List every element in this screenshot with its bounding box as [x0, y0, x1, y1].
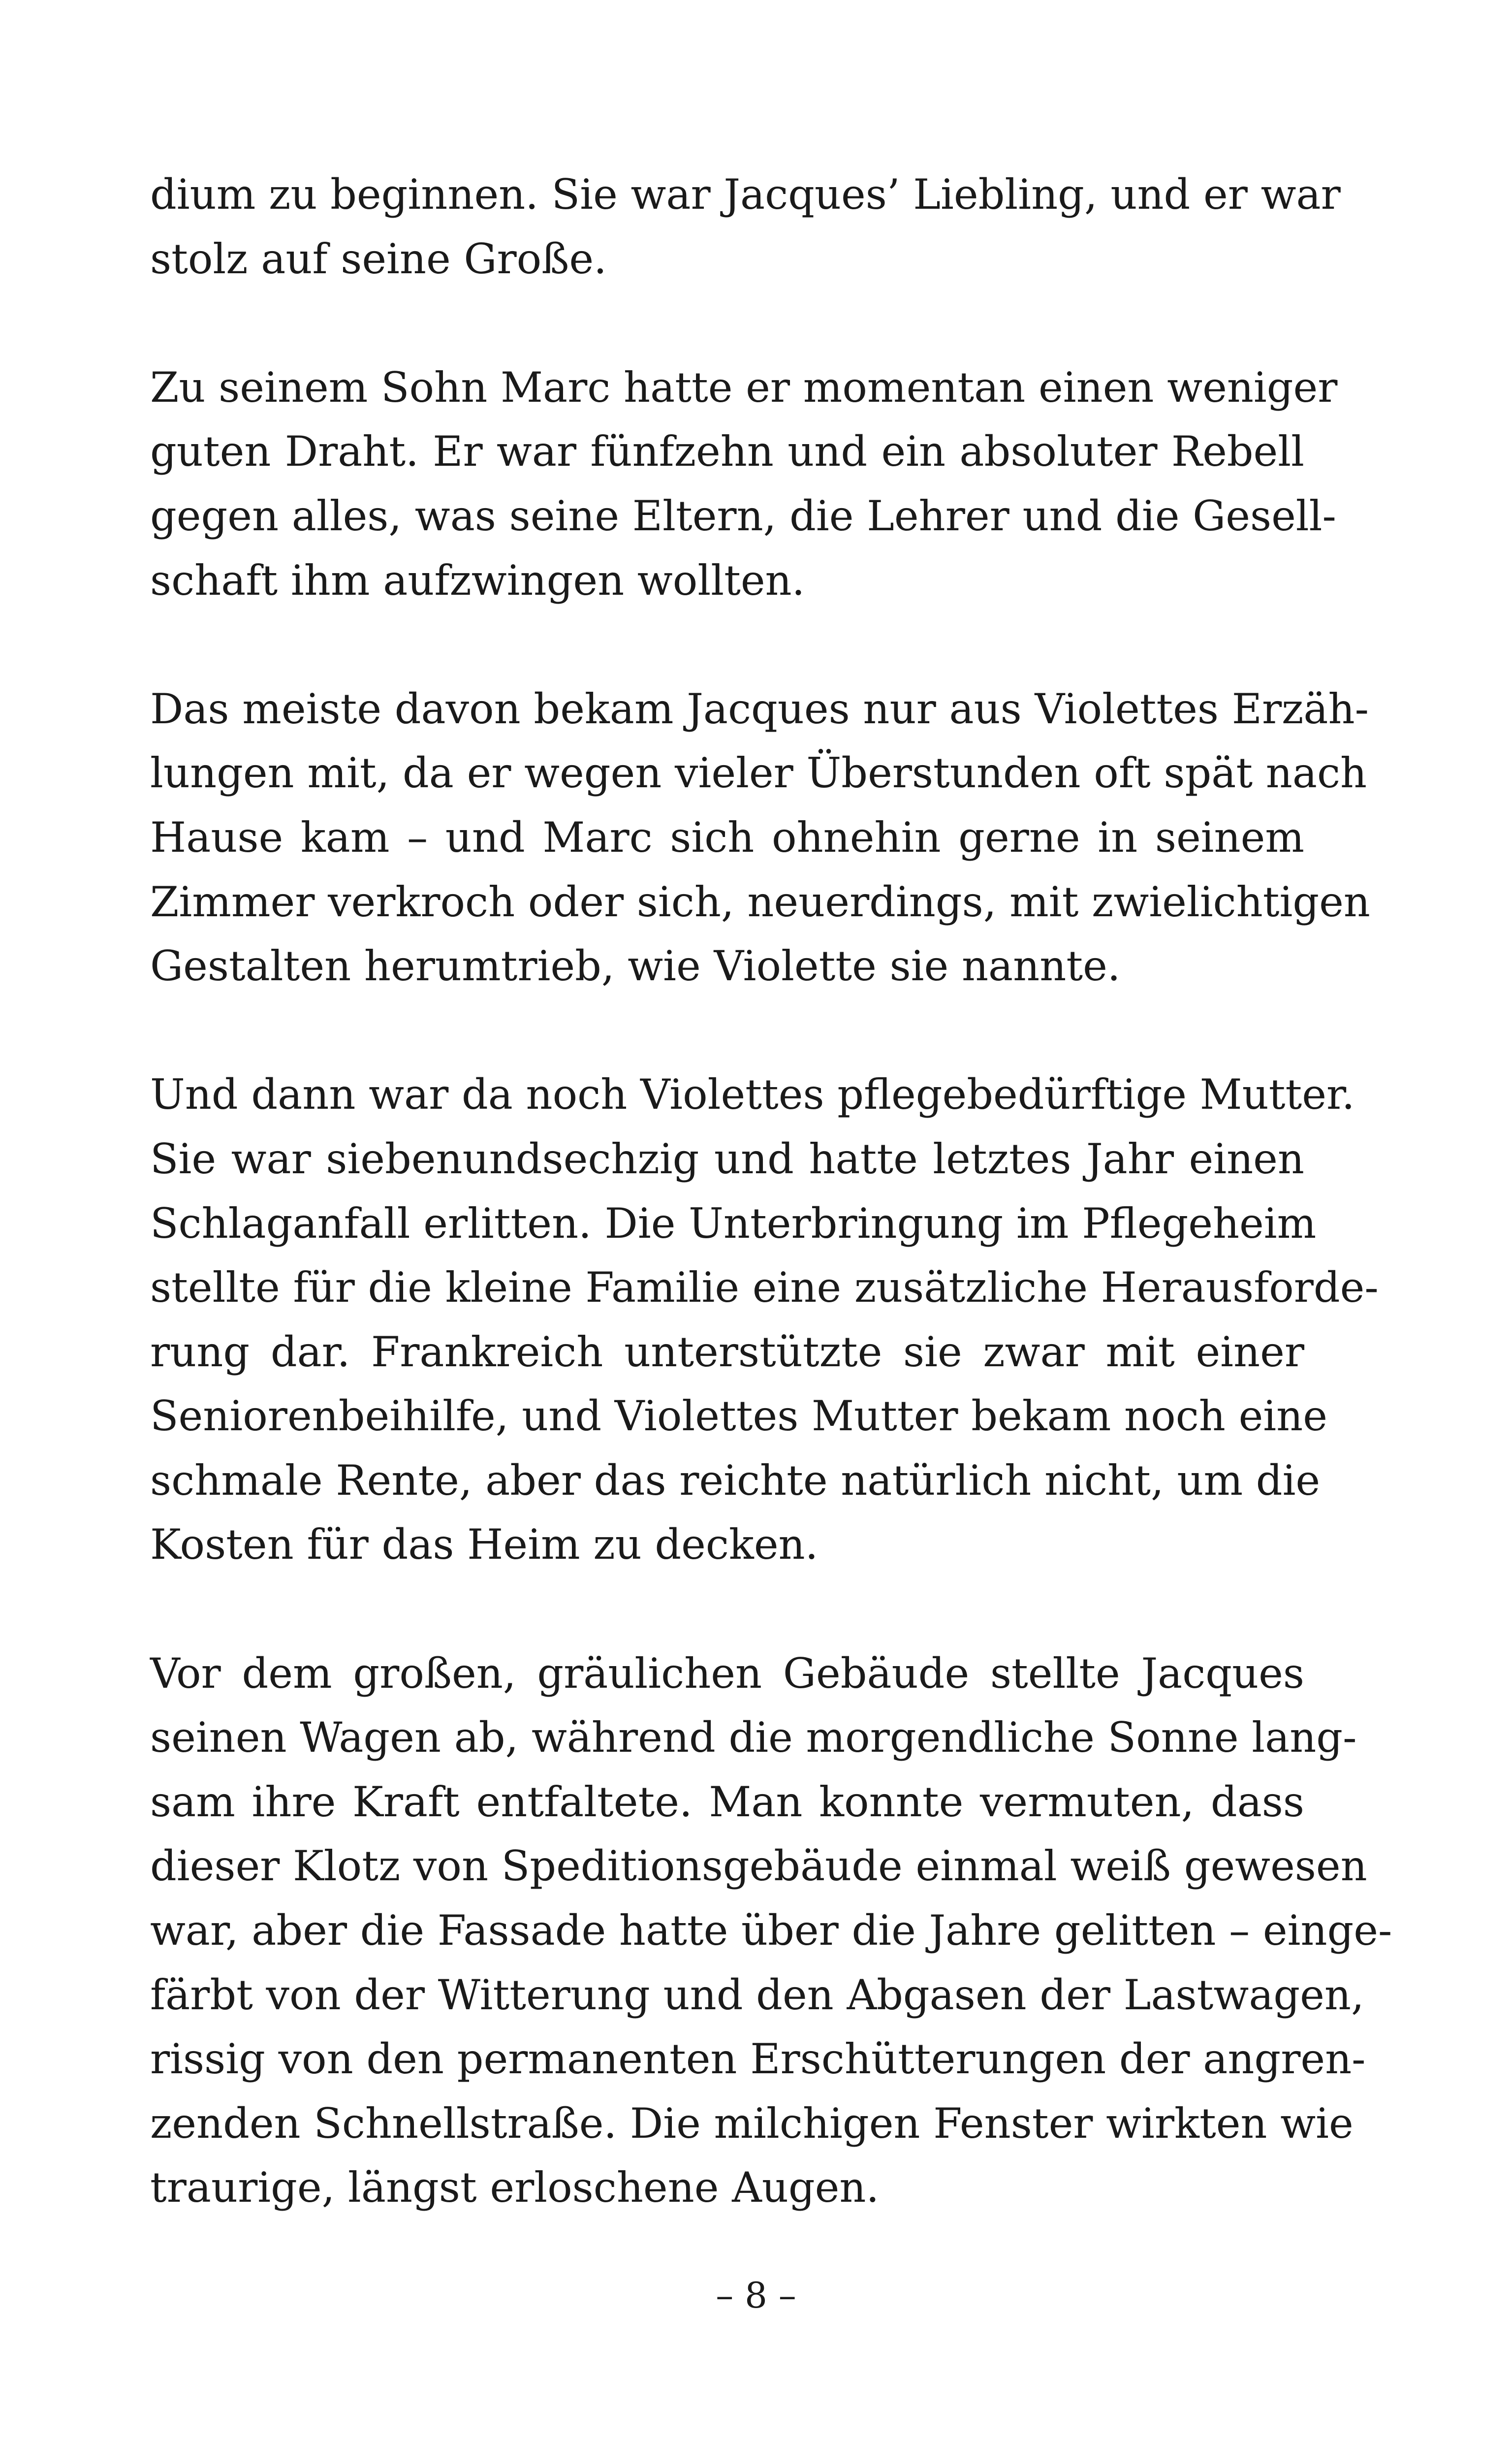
paragraph-4	[150, 1062, 1379, 1577]
text-line: Das meiste davon bekam Jacques nur aus Violettes Erzäh-	[150, 684, 1369, 733]
text-line: Und dann war da noch Violettes pflegebedürftige Mutter.	[150, 1070, 1355, 1119]
paragraph-gap	[150, 998, 1304, 1063]
text-line: Schlaganfall erlitten. Die Unterbringung im Pflegeheim	[150, 1199, 1317, 1248]
text-line: guten Draht. Er war fünfzehn und ein absoluter Rebell	[150, 427, 1304, 476]
text-line: Gestalten herumtrieb, wie Violette sie nannte.	[150, 942, 1121, 991]
paragraph-1	[150, 162, 1341, 291]
text-line: Kosten für das Heim zu decken.	[150, 1520, 819, 1569]
text-line: Seniorenbeihilfe, und Violettes Mutter bekam noch eine	[150, 1392, 1327, 1441]
paragraph-gap	[150, 612, 1304, 677]
text-line: zenden Schnellstraße. Die milchigen Fenster wirkten wie	[150, 2099, 1354, 2148]
paragraph-3	[150, 677, 1370, 998]
paragraph-gap	[150, 291, 1304, 355]
paragraph-5	[150, 1641, 1392, 2220]
text-line: schmale Rente, aber das reichte natürlich nicht, um die	[150, 1456, 1321, 1505]
text-line: Hause kam – und Marc sich ohnehin gerne in seinem	[150, 813, 1304, 862]
text-line: war, aber die Fassade hatte über die Jahre gelitten – einge-	[150, 1906, 1392, 1955]
text-line: schaft ihm aufzwingen wollten.	[150, 556, 805, 605]
text-line: stellte für die kleine Familie eine zusätzliche Herausforde-	[150, 1263, 1379, 1312]
text-line: Zimmer verkroch oder sich, neuerdings, mit zwielichtigen	[150, 877, 1370, 926]
text-line: seinen Wagen ab, während die morgendliche Sonne lang-	[150, 1713, 1357, 1762]
text-line: Vor dem großen, gräulichen Gebäude stellte Jacques	[150, 1649, 1304, 1698]
body-text	[150, 162, 1392, 2220]
paragraph-2	[150, 355, 1338, 612]
text-line: gegen alles, was seine Eltern, die Lehrer und die Gesell-	[150, 491, 1336, 540]
text-line: sam ihre Kraft entfaltete. Man konnte vermuten, dass	[150, 1777, 1304, 1826]
text-line: dium zu beginnen. Sie war Jacques’ Liebling, und er war	[150, 170, 1341, 219]
page-number: – 8 –	[716, 2275, 796, 2316]
text-line: rissig von den permanenten Erschütterungen der angren-	[150, 2035, 1366, 2084]
text-line: färbt von der Witterung und den Abgasen der Lastwagen,	[150, 1970, 1364, 2019]
text-line: Zu seinem Sohn Marc hatte er momentan einen weniger	[150, 363, 1338, 412]
text-line: stolz auf seine Große.	[150, 234, 607, 283]
text-line: traurige, längst erloschene Augen.	[150, 2163, 880, 2212]
paragraph-gap	[150, 1577, 1304, 1641]
text-line: lungen mit, da er wegen vieler Überstunden oft spät nach	[150, 749, 1367, 798]
text-line: rung dar. Frankreich unterstützte sie zwar mit einer	[150, 1327, 1304, 1376]
text-line: dieser Klotz von Speditionsgebäude einmal weiß gewesen	[150, 1842, 1367, 1891]
text-line: Sie war siebenundsechzig und hatte letztes Jahr einen	[150, 1134, 1304, 1183]
